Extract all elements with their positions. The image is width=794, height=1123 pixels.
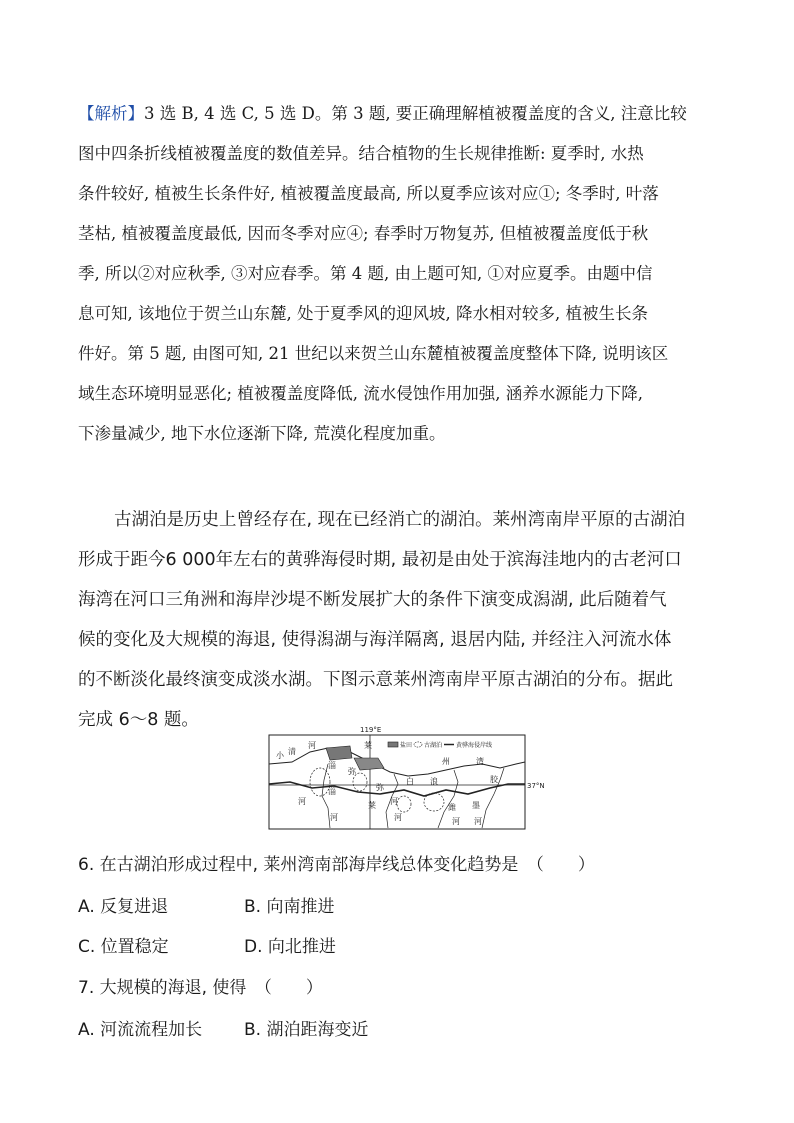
question-6-stem: 6. 在古湖泊形成过程中, 莱州湾南部海岸线总体变化趋势是 （ ） (78, 855, 595, 875)
analysis-line: 息可知, 该地位于贺兰山东麓, 处于夏季风的迎风坡, 降水相对较多, 植被生长条 (78, 304, 648, 323)
passage-line: 完成 6～8 题。 (78, 710, 199, 730)
map-label: 莱 (368, 801, 376, 810)
map-label: 弥 (376, 783, 384, 792)
map-label: 墨 (472, 801, 480, 810)
map-label: 胶 (490, 775, 498, 784)
map-label: 浪 (430, 777, 438, 786)
question-7-option-b[interactable]: B. 湖泊距海变近 (244, 1020, 369, 1040)
analysis-line: 【解析】3 选 B, 4 选 C, 5 选 D。第 3 题, 要正确理解植被覆盖度的含义, 注意比较 (78, 104, 687, 123)
question-6-option-c[interactable]: C. 位置稳定 (78, 937, 169, 957)
legend-salt-label: 盐田 (400, 742, 413, 749)
map-label: 河 (308, 741, 316, 750)
analysis-line: 图中四条折线植被覆盖度的数值差异。结合植物的生长规律推断: 夏季时, 水热 (78, 144, 644, 163)
lake-distribution-map (268, 724, 545, 830)
analysis-tag: 【解析】 (78, 104, 144, 123)
map-label: 淄 (328, 787, 336, 796)
map-label: 河 (474, 817, 482, 826)
map-label: 河 (452, 817, 460, 826)
analysis-line: 季, 所以②对应秋季, ③对应春季。第 4 题, 由上题可知, ①对应夏季。由题中信 (78, 264, 653, 283)
map-label: 州 (442, 757, 450, 766)
analysis-line: 茎枯, 植被覆盖度最低, 因而冬季对应④; 春季时万物复苏, 但植被覆盖度低于秋 (78, 224, 649, 243)
question-7-option-a[interactable]: A. 河流流程加长 (78, 1020, 203, 1040)
map-label: 潍 (448, 803, 456, 812)
map-label: 淄 (328, 761, 336, 770)
question-6-option-d[interactable]: D. 向北推进 (244, 937, 336, 957)
map-lat-label: 37°N (527, 782, 545, 790)
map-label: 河 (390, 797, 398, 806)
map-salt-field (326, 746, 352, 760)
passage-line: 候的变化及大规模的海退, 使得潟湖与海洋隔离, 退居内陆, 并经注入河流水体 (78, 630, 672, 650)
map-label: 莱 (364, 741, 372, 750)
passage-line: 形成于距今6 000年左右的黄骅海侵时期, 最初是由处于滨海洼地内的古老河口 (78, 550, 682, 570)
analysis-line: 下渗量减少, 地下水位逐渐下降, 荒漠化程度加重。 (78, 424, 446, 443)
map-label: 河 (330, 813, 338, 822)
map-label: 河 (298, 797, 306, 806)
analysis-line: 条件较好, 植被生长条件好, 植被覆盖度最高, 所以夏季应该对应①; 冬季时, 叶落 (78, 184, 659, 203)
map-label: 清 (288, 747, 296, 756)
passage-line: 的不断淡化最终演变成淡水湖。下图示意莱州湾南岸平原古湖泊的分布。据此 (78, 670, 673, 690)
passage-line: 海湾在河口三角洲和海岸沙堤不断发展扩大的条件下演变成潟湖, 此后随着气 (78, 590, 667, 610)
map-label: 弥 (348, 767, 356, 776)
map-label: 小 (276, 751, 284, 760)
map-lon-label: 119°E (360, 726, 382, 734)
legend-lake-label: 古湖泊 (424, 742, 443, 749)
passage-line: 古湖泊是历史上曾经存在, 现在已经消亡的湖泊。莱州湾南岸平原的古湖泊 (114, 510, 686, 530)
analysis-line: 件好。第 5 题, 由图可知, 21 世纪以来贺兰山东麓植被覆盖度整体下降, 说明该区 (78, 344, 669, 363)
question-7-stem: 7. 大规模的海退, 使得 （ ） (78, 978, 323, 998)
legend-shore-label: 黄骅海侵岸线 (456, 742, 493, 749)
map-label: 湾 (476, 757, 484, 766)
map-label: 白 (406, 777, 414, 786)
question-6-option-b[interactable]: B. 向南推进 (244, 897, 335, 917)
analysis-line: 域生态环境明显恶化; 植被覆盖度降低, 流水侵蚀作用加强, 涵养水源能力下降, (78, 384, 644, 403)
map-label: 河 (394, 813, 402, 822)
question-6-option-a[interactable]: A. 反复进退 (78, 897, 169, 917)
legend-salt-swatch (388, 742, 398, 747)
